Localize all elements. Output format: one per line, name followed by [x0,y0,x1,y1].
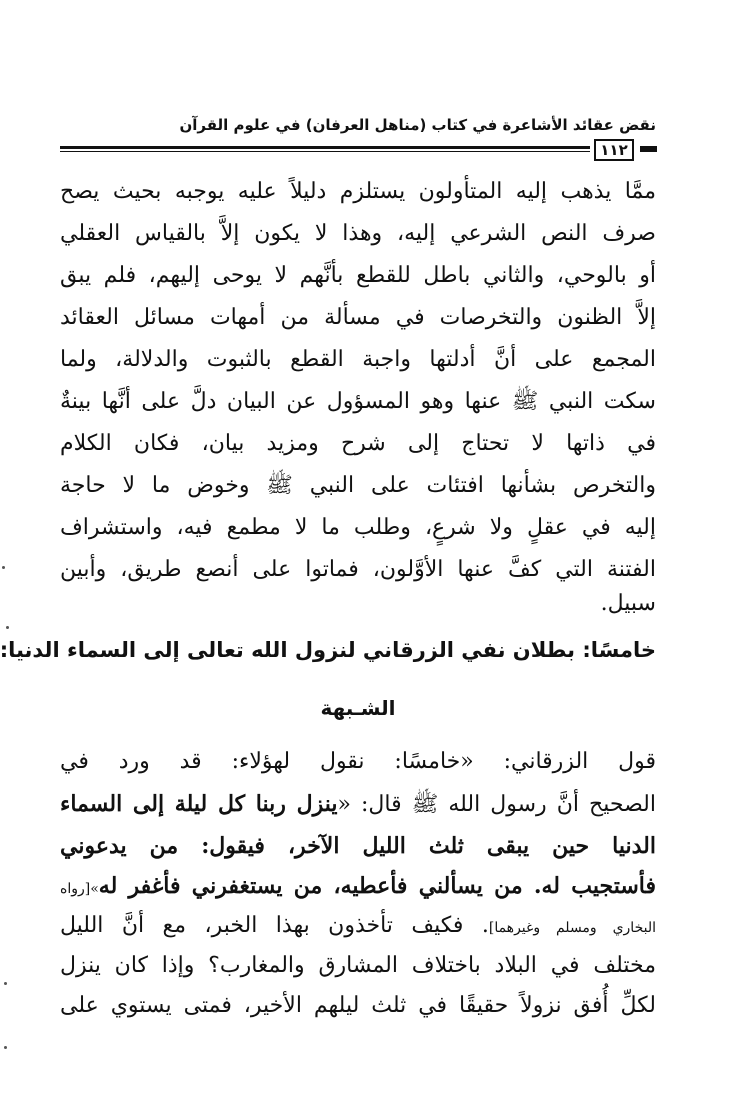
text-run: . فكيف تأخذون بهذا الخبر، مع أنَّ الليل [60,913,489,938]
text-line: ممَّا يذهب إليه المتأولون يستلزم دليلاً عليه يوجبه بحيث يصح [60,179,656,204]
text-line: لكلِّ أُفق نزولاً حقيقًا في ثلث ليلهم الأخير، فمتى يستوي على [60,993,656,1018]
scan-speck [4,982,7,985]
text-line: إليه في عقلٍ ولا شرعٍ، وطلب ما لا مطمع فيه، واستشراف [60,515,656,540]
page-number: ١١٢ [594,139,634,161]
text-line: الفتنة التي كفَّ عنها الأوَّلون، فماتوا على أنصع طريق، وأبين [60,557,656,582]
section-subheading: الشـبهة [320,696,396,720]
text-line [60,866,656,906]
text-line: المجمع على أنَّ أدلتها واجبة القطع بالثبوت والدلالة، ولما [60,347,656,372]
text-line: سكت النبي ﷺ عنها وهو المسؤول عن البيان دلَّ على أنَّها بينةٌ [60,389,656,414]
header-rule-thin [60,151,590,152]
running-title: نقض عقائد الأشاعرة في كتاب (مناهل العرفان) في علوم القرآن [179,116,656,134]
text-line: مختلف في البلاد باختلاف المشارق والمغارب؟ وإذا كان ينزل [60,953,656,978]
scan-speck [4,1046,7,1049]
text-line: والتخرص بشأنها افتئات على النبي ﷺ وخوض ما لا حاجة [60,473,656,498]
text-line: إلاَّ الظنون والتخرصات في مسألة من أمهات مسائل العقائد [60,305,656,330]
text-line: أو بالوحي، والثاني باطل للقطع بأنَّهم لا يوحى إليهم، فلم يبق [60,263,656,288]
scan-speck [2,566,5,569]
section-heading: خامسًا: بطلان نفي الزرقاني لنزول الله تعالى إلى السماء الدنيا: [0,638,656,662]
text-line [60,906,656,946]
scan-speck [6,626,9,629]
citation: البخاري ومسلم وغيرهما] [488,920,656,936]
hadith-text: الدنيا حين يبقى ثلث الليل الآخر، فيقول: من يدعوني [60,833,656,859]
hadith-text: ينزل ربنا كل ليلة إلى السماء [60,791,338,817]
text-line: سبيل. [600,591,656,616]
text-line: في ذاتها لا تحتاج إلى شرح ومزيد بيان، فكان الكلام [60,431,656,456]
text-line: قول الزرقاني: «خامسًا: نقول لهؤلاء: قد ورد في [60,749,656,774]
text-run: الصحيح أنَّ رسول الله ﷺ قال: « [337,792,656,817]
citation: »[رواه [60,881,99,897]
header-rule-end-thin [640,151,657,152]
text-line [60,784,656,824]
text-line: صرف النص الشرعي إليه، وهذا لا يكون إلاَّ بالقياس العقلي [60,221,656,246]
hadith-text: فأستجيب له. من يسألني فأعطيه، من يستغفرني فأغفر له [98,873,656,899]
header-rule [60,146,590,149]
